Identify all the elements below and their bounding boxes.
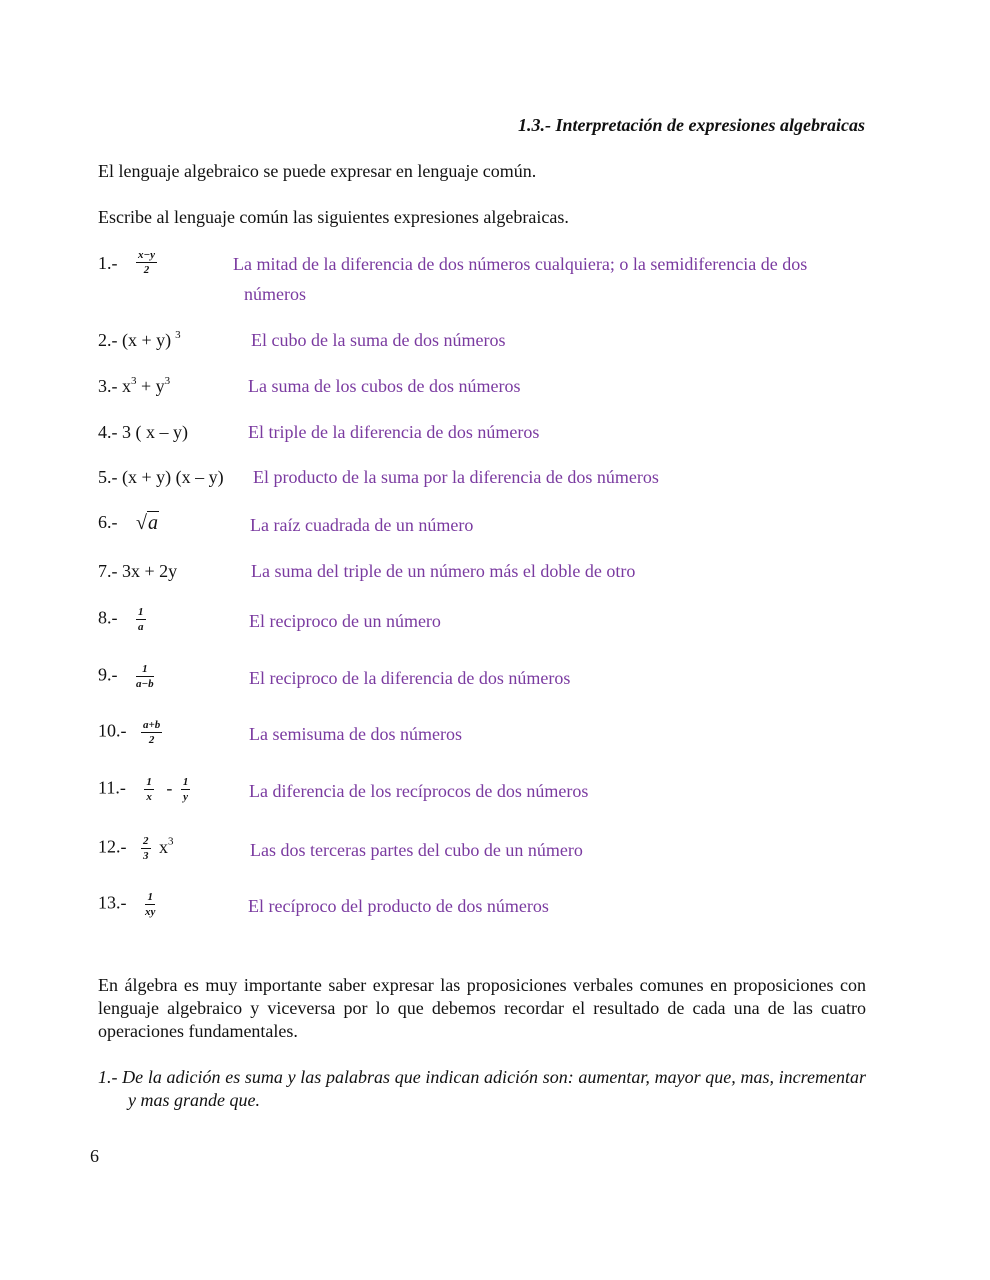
expression-12: 12.- $\frac{2}{3}$ $x^3$ xyxy=(98,835,174,862)
answer-5: El producto de la suma por la diferencia de dos números xyxy=(253,467,659,487)
fraction: $\frac{1}{a-b}$ xyxy=(136,663,154,690)
section-title: 1.3.- Interpretación de expresiones algebraicas xyxy=(518,115,865,135)
fraction: $\frac{1}{xy}$ xyxy=(145,891,156,918)
answer-12: Las dos terceras partes del cubo de un número xyxy=(250,840,583,860)
fraction-right: $\frac{1}{y}$ xyxy=(182,776,189,803)
fraction: $\frac{2}{3}$ xyxy=(143,835,149,862)
answer-7: La suma del triple de un número más el doble de otro xyxy=(251,561,636,581)
answer-2: El cubo de la suma de dos números xyxy=(251,330,506,350)
answer-6: La raíz cuadrada de un número xyxy=(250,515,474,535)
answer-8: El reciproco de un número xyxy=(249,611,441,631)
expression-2: 2.- (x + y) $^3$ xyxy=(98,329,181,350)
expression-10: 10.- $\frac{a+b}{2}$ xyxy=(98,719,161,746)
fraction: $\frac{a+b}{2}$ xyxy=(143,719,161,746)
expression-9: 9.- $\frac{1}{a-b}$ xyxy=(98,663,154,690)
expression-5: 5.- (x + y) (x – y) xyxy=(98,467,224,487)
expression-7: 7.- 3x + 2y xyxy=(98,561,178,581)
expression-11: 11.- $\frac{1}{x}$ - $\frac{1}{y}$ xyxy=(98,776,189,803)
expression-6: 6.- √a xyxy=(98,512,158,535)
square-root: √a xyxy=(136,512,158,535)
answer-1-line1: La mitad de la diferencia de dos números cualquiera; o la semidiferencia de dos xyxy=(233,254,808,274)
answer-3: La suma de los cubos de dos números xyxy=(248,376,521,396)
intro-text: El lenguaje algebraico se puede expresar en lenguaje común. xyxy=(98,161,537,181)
expression-13: 13.- $\frac{1}{xy}$ xyxy=(98,891,156,918)
answer-13: El recíproco del producto de dos números xyxy=(248,896,549,916)
fraction: $\frac{x-y}{2}$ xyxy=(138,249,156,277)
answer-10: La semisuma de dos números xyxy=(249,724,462,744)
expression-3: 3.- $x^3 + y^3$ xyxy=(98,375,171,396)
answer-4: El triple de la diferencia de dos números xyxy=(248,422,540,442)
answer-9: El reciproco de la diferencia de dos números xyxy=(249,668,571,688)
answer-1-line2: números xyxy=(244,284,306,304)
fraction-left: $\frac{1}{x}$ xyxy=(146,776,152,803)
addition-note: 1.- De la adición es suma y las palabras que indican adición son: aumentar, mayor que, mas, incrementar y mas grande que. xyxy=(98,1067,866,1110)
expression-4: 4.- 3 ( x – y) xyxy=(98,422,188,442)
fraction: $\frac{1}{a}$ xyxy=(138,606,144,633)
body-paragraph: En álgebra es muy importante saber expresar las proposiciones verbales comunes en proposiciones con lenguaje algebraico y viceversa por lo que debemos recordar el resultado de cada una de las cuatro operaciones fundamentales. xyxy=(98,975,866,1041)
expression-8: 8.- $\frac{1}{a}$ xyxy=(98,606,144,633)
answer-11: La diferencia de los recíprocos de dos números xyxy=(249,781,589,801)
page-number: 6 xyxy=(90,1146,99,1166)
expression-1: 1.- $\frac{x-y}{2}$ xyxy=(98,249,156,277)
instruction-text: Escribe al lenguaje común las siguientes expresiones algebraicas. xyxy=(98,207,569,227)
